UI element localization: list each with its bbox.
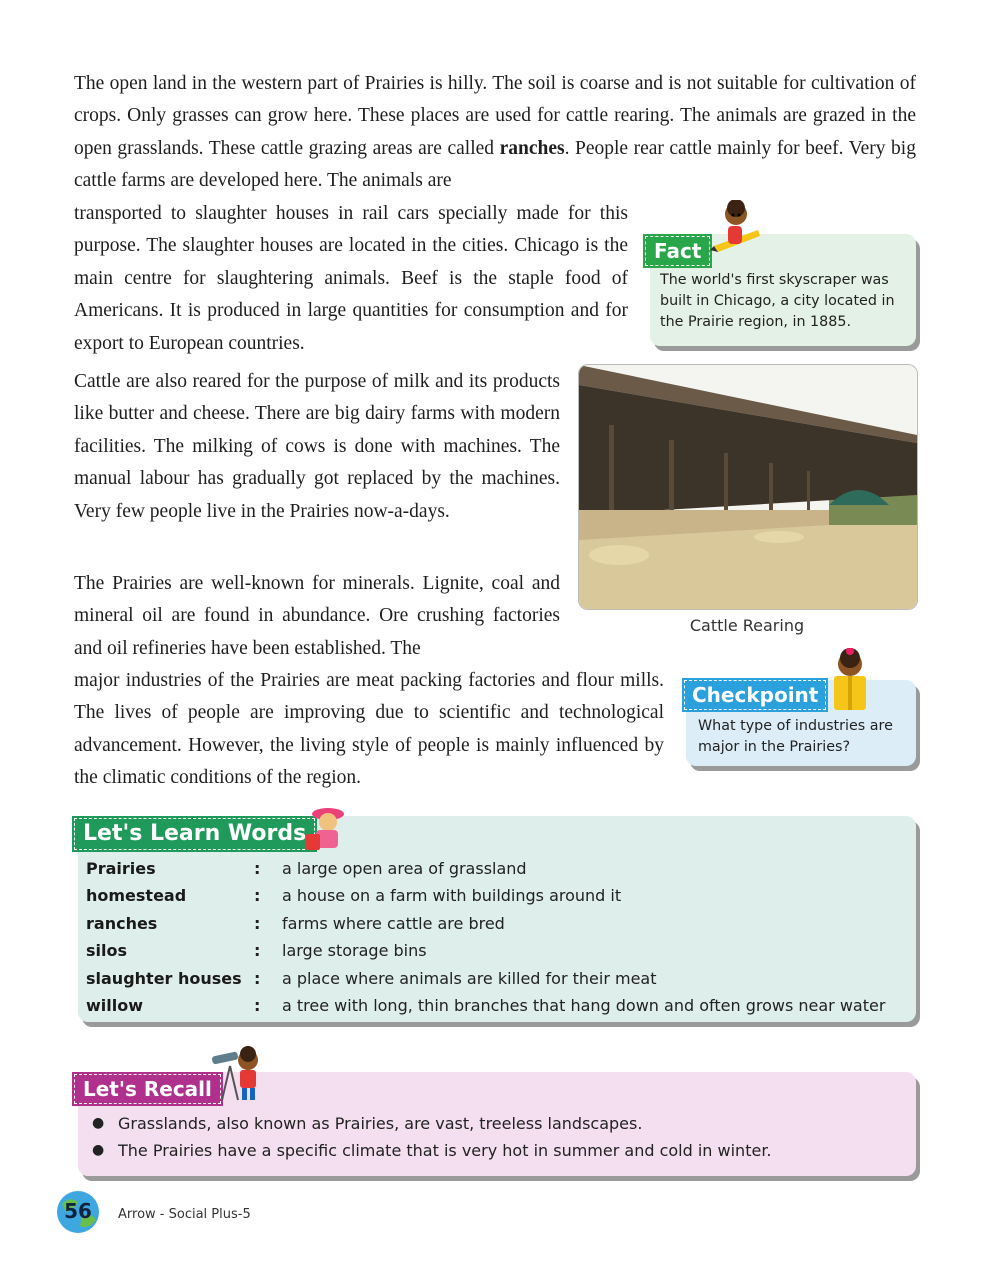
page-number: 56 bbox=[64, 1199, 92, 1223]
paragraph-ranches: The open land in the western part of Prairies is hilly. The soil is coarse and is not suitable for cultivation of crops. Only grasses can grow here. These places are used for cattle rearing. The animals are grazed in the open grasslands. These cattle grazing areas are called ranches. People rear cattle mainly for beef. Very big cattle farms are developed here. The animals are bbox=[74, 73, 916, 192]
boy-on-pencil-icon bbox=[706, 200, 766, 256]
word-row: ranches : farms where cattle are bred bbox=[86, 910, 885, 937]
paragraph-dairy: Cattle are also reared for the purpose of milk and its products like butter and cheese. There are big dairy farms with modern facilities. The milking of cows is done with machines. The manual labour has gradually got replaced by the machines. Very few people live in the Prairies now-a-days. bbox=[74, 371, 560, 522]
word-term: silos bbox=[86, 941, 128, 961]
list-item: ● Grasslands, also known as Prairies, are vast, treeless landscapes. bbox=[92, 1114, 643, 1133]
bold-term-ranches: ranches bbox=[499, 137, 565, 159]
photo-caption: Cattle Rearing bbox=[689, 616, 805, 635]
word-row: homestead : a house on a farm with buildings around it bbox=[86, 882, 885, 909]
fact-text: The world's first skyscraper was built in Chicago, a city located in the Prairie region, in 1885. bbox=[660, 272, 895, 330]
girl-with-hat-icon bbox=[300, 804, 352, 854]
word-term: Prairies bbox=[86, 859, 156, 878]
paragraph-minerals: The Prairies are well-known for minerals. Lignite, coal and mineral oil are found in abundance. Ore crushing factories and oil refineries have been established. The bbox=[74, 573, 560, 659]
paragraph-slaughter: transported to slaughter houses in rail cars specially made for this purpose. The slaughter houses are located in the cities. Chicago is the main centre for slaughtering animals. Beef is the staple food of Americans. It is produced in large quantities for consumption and for export to European countries. bbox=[74, 203, 628, 354]
girl-reading-icon bbox=[826, 648, 874, 712]
word-definition: large storage bins bbox=[282, 941, 427, 961]
list-item: ● The Prairies have a specific climate that is very hot in summer and cold in winter. bbox=[92, 1141, 772, 1160]
checkpoint-text: What type of industries are major in the Prairies? bbox=[698, 718, 893, 755]
word-definition: a place where animals are killed for their meat bbox=[282, 968, 657, 988]
word-row: willow : a tree with long, thin branches that hang down and often grows near water bbox=[86, 992, 885, 1019]
word-term: willow bbox=[86, 995, 144, 1015]
word-definition: a tree with long, thin branches that hang down and often grows near water bbox=[282, 995, 886, 1015]
word-term: slaughter houses bbox=[86, 968, 242, 988]
cattle-rearing-photo bbox=[578, 364, 918, 610]
book-title: Arrow - Social Plus-5 bbox=[118, 1207, 251, 1222]
word-term: homestead bbox=[86, 886, 187, 906]
boy-with-telescope-icon bbox=[210, 1046, 266, 1102]
word-list bbox=[86, 855, 885, 1019]
recall-label: Let's Recall bbox=[74, 1074, 221, 1104]
word-definition: a large open area of grassland bbox=[282, 859, 527, 878]
paragraph-industries: major industries of the Prairies are meat packing factories and flour mills. The lives of people are improving due to scientific and technological advancement. However, the living style of people is mainly influenced by the climatic conditions of the region. bbox=[74, 670, 664, 789]
recall-list bbox=[92, 1110, 772, 1164]
learn-words-label: Let's Learn Words bbox=[74, 818, 315, 850]
word-row: slaughter houses : a place where animals are killed for their meat bbox=[86, 965, 885, 992]
word-definition: a house on a farm with buildings around it bbox=[282, 886, 622, 906]
word-definition: farms where cattle are bred bbox=[282, 913, 505, 933]
word-term: ranches bbox=[86, 913, 158, 933]
word-row: Prairies : a large open area of grassland bbox=[86, 855, 885, 882]
checkpoint-label: Checkpoint bbox=[684, 680, 826, 710]
fact-label: Fact bbox=[645, 236, 710, 266]
word-row: silos : large storage bins bbox=[86, 937, 885, 964]
